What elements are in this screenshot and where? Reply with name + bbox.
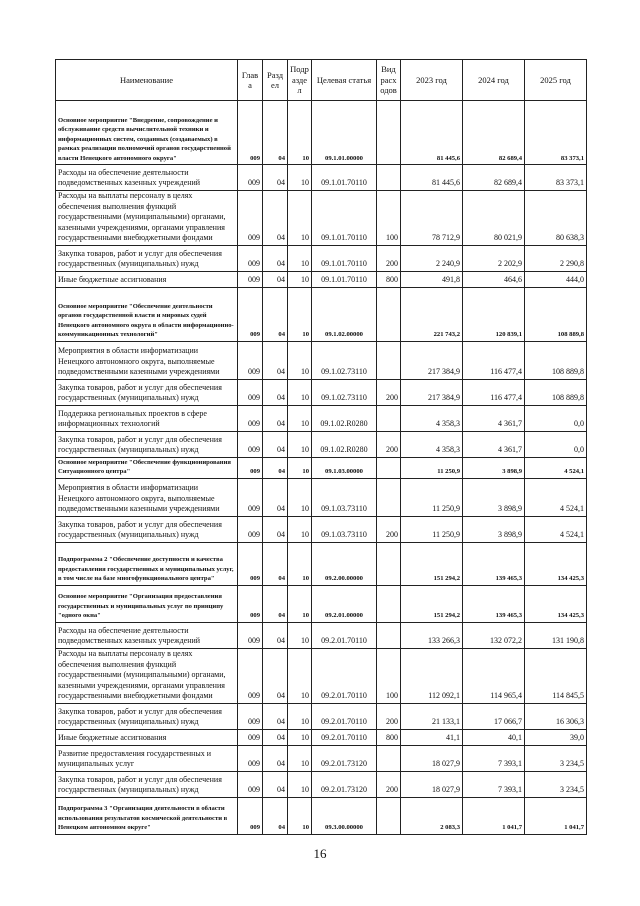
table-row <box>56 745 587 771</box>
row-value-2023: 41,1 <box>401 729 463 745</box>
row-name: Основное мероприятие "Обеспечение деятельности органов государственной власти и мировых судей Ненецкого автономного округа в области информационно-коммуникационных технологий" <box>56 287 238 341</box>
row-value-2025: 108 889,8 <box>525 341 587 379</box>
row-razdel: 04 <box>263 516 288 542</box>
table-row <box>56 165 587 191</box>
row-razdel: 04 <box>263 729 288 745</box>
row-glava: 009 <box>238 542 263 585</box>
row-glava: 009 <box>238 478 263 516</box>
row-value-2024: 7 393,1 <box>463 745 525 771</box>
row-vid: 100 <box>377 191 401 246</box>
row-name: Поддержка региональных проектов в сфере информационных технологий <box>56 405 238 431</box>
row-value-2023: 4 358,3 <box>401 405 463 431</box>
row-glava: 009 <box>238 101 263 165</box>
header-razdel: Разд ел <box>263 60 288 101</box>
table-row <box>56 585 587 622</box>
row-name: Закупка товаров, работ и услуг для обеспечения государственных (муниципальных) нужд <box>56 245 238 271</box>
row-value-2024: 3 898,9 <box>463 478 525 516</box>
row-celevaya: 09.1.01.00000 <box>312 101 377 165</box>
row-vid <box>377 745 401 771</box>
row-podrazdel: 10 <box>288 165 312 191</box>
table-row <box>56 287 587 341</box>
header-glava: Глав а <box>238 60 263 101</box>
row-name: Закупка товаров, работ и услуг для обеспечения государственных (муниципальных) нужд <box>56 771 238 797</box>
row-value-2023: 151 294,2 <box>401 542 463 585</box>
table-row <box>56 191 587 246</box>
row-value-2025: 134 425,3 <box>525 542 587 585</box>
row-celevaya: 09.2.01.70110 <box>312 648 377 703</box>
budget-table <box>55 59 587 835</box>
row-value-2025: 2 290,8 <box>525 245 587 271</box>
row-podrazdel: 10 <box>288 771 312 797</box>
table-row <box>56 405 587 431</box>
row-value-2024: 1 041,7 <box>463 797 525 834</box>
row-podrazdel: 10 <box>288 585 312 622</box>
row-value-2023: 81 445,6 <box>401 165 463 191</box>
row-celevaya: 09.2.00.00000 <box>312 542 377 585</box>
row-value-2023: 2 240,9 <box>401 245 463 271</box>
row-podrazdel: 10 <box>288 745 312 771</box>
table-row <box>56 379 587 405</box>
row-razdel: 04 <box>263 745 288 771</box>
row-razdel: 04 <box>263 478 288 516</box>
row-vid <box>377 585 401 622</box>
row-glava: 009 <box>238 703 263 729</box>
table-row <box>56 797 587 834</box>
row-value-2025: 4 524,1 <box>525 457 587 478</box>
table-row <box>56 703 587 729</box>
row-value-2024: 3 898,9 <box>463 516 525 542</box>
row-celevaya: 09.2.01.73120 <box>312 771 377 797</box>
row-value-2025: 108 889,8 <box>525 287 587 341</box>
row-value-2023: 217 384,9 <box>401 379 463 405</box>
row-razdel: 04 <box>263 457 288 478</box>
row-vid: 200 <box>377 379 401 405</box>
row-glava: 009 <box>238 648 263 703</box>
row-value-2023: 491,8 <box>401 271 463 287</box>
row-celevaya: 09.1.01.70110 <box>312 271 377 287</box>
row-glava: 009 <box>238 771 263 797</box>
row-celevaya: 09.1.01.70110 <box>312 245 377 271</box>
row-value-2025: 134 425,3 <box>525 585 587 622</box>
row-value-2023: 221 743,2 <box>401 287 463 341</box>
row-podrazdel: 10 <box>288 271 312 287</box>
row-podrazdel: 10 <box>288 341 312 379</box>
row-value-2025: 3 234,5 <box>525 745 587 771</box>
row-glava: 009 <box>238 191 263 246</box>
row-glava: 009 <box>238 457 263 478</box>
row-name: Расходы на выплаты персоналу в целях обеспечения выполнения функций государственными (муниципальными) органами, казенными учреждениями, органами управления государственными внебюджетными фондами <box>56 648 238 703</box>
row-celevaya: 09.1.02.R0280 <box>312 405 377 431</box>
row-value-2025: 3 234,5 <box>525 771 587 797</box>
row-value-2024: 17 066,7 <box>463 703 525 729</box>
row-podrazdel: 10 <box>288 648 312 703</box>
header-vid: Вид расх одов <box>377 60 401 101</box>
row-razdel: 04 <box>263 771 288 797</box>
row-razdel: 04 <box>263 648 288 703</box>
page-number: 16 <box>313 846 327 861</box>
row-value-2023: 112 092,1 <box>401 648 463 703</box>
row-vid: 200 <box>377 245 401 271</box>
row-value-2025: 4 524,1 <box>525 478 587 516</box>
row-podrazdel: 10 <box>288 101 312 165</box>
row-razdel: 04 <box>263 797 288 834</box>
header-2023: 2023 год <box>401 60 463 101</box>
header-2024: 2024 год <box>463 60 525 101</box>
row-value-2025: 80 638,3 <box>525 191 587 246</box>
row-value-2025: 39,0 <box>525 729 587 745</box>
row-glava: 009 <box>238 516 263 542</box>
table-row <box>56 542 587 585</box>
row-name: Основное мероприятие "Обеспечение функционирования Ситуационного центра" <box>56 457 238 478</box>
row-value-2023: 21 133,1 <box>401 703 463 729</box>
row-podrazdel: 10 <box>288 622 312 648</box>
row-name: Закупка товаров, работ и услуг для обеспечения государственных (муниципальных) нужд <box>56 516 238 542</box>
row-value-2024: 2 202,9 <box>463 245 525 271</box>
table-row <box>56 457 587 478</box>
row-value-2025: 83 373,1 <box>525 165 587 191</box>
row-celevaya: 09.1.02.73110 <box>312 341 377 379</box>
row-glava: 009 <box>238 431 263 457</box>
row-razdel: 04 <box>263 287 288 341</box>
table-row <box>56 341 587 379</box>
header-2025: 2025 год <box>525 60 587 101</box>
row-glava: 009 <box>238 245 263 271</box>
table-row <box>56 622 587 648</box>
row-value-2025: 114 845,5 <box>525 648 587 703</box>
table-row <box>56 516 587 542</box>
row-vid: 200 <box>377 703 401 729</box>
row-vid: 200 <box>377 431 401 457</box>
row-value-2023: 151 294,2 <box>401 585 463 622</box>
row-podrazdel: 10 <box>288 542 312 585</box>
row-name: Развитие предоставления государственных и муниципальных услуг <box>56 745 238 771</box>
row-glava: 009 <box>238 745 263 771</box>
row-razdel: 04 <box>263 703 288 729</box>
row-name: Основное мероприятие "Организация предоставления государственных и муниципальных услуг по принципу "одного окна" <box>56 585 238 622</box>
row-vid <box>377 478 401 516</box>
table-row <box>56 648 587 703</box>
row-vid <box>377 797 401 834</box>
row-vid <box>377 542 401 585</box>
row-razdel: 04 <box>263 341 288 379</box>
row-value-2024: 464,6 <box>463 271 525 287</box>
row-celevaya: 09.1.01.70110 <box>312 191 377 246</box>
row-value-2023: 2 083,3 <box>401 797 463 834</box>
row-value-2024: 116 477,4 <box>463 341 525 379</box>
row-value-2025: 444,0 <box>525 271 587 287</box>
row-glava: 009 <box>238 729 263 745</box>
row-podrazdel: 10 <box>288 457 312 478</box>
row-value-2024: 139 465,3 <box>463 542 525 585</box>
row-name: Основное мероприятие "Внедрение, сопровождение и обслуживание средств вычислительной техники и информационных систем, созданных (создаваемых) в рамках реализации полномочий органов государственной власти Ненецкого автономного округа" <box>56 101 238 165</box>
row-celevaya: 09.1.03.73110 <box>312 516 377 542</box>
row-value-2025: 0,0 <box>525 405 587 431</box>
row-razdel: 04 <box>263 245 288 271</box>
row-razdel: 04 <box>263 165 288 191</box>
table-row <box>56 245 587 271</box>
row-value-2025: 83 373,1 <box>525 101 587 165</box>
row-name: Закупка товаров, работ и услуг для обеспечения государственных (муниципальных) нужд <box>56 431 238 457</box>
row-glava: 009 <box>238 287 263 341</box>
row-name: Иные бюджетные ассигнования <box>56 729 238 745</box>
row-razdel: 04 <box>263 191 288 246</box>
row-celevaya: 09.3.00.00000 <box>312 797 377 834</box>
row-value-2023: 217 384,9 <box>401 341 463 379</box>
row-razdel: 04 <box>263 271 288 287</box>
row-name: Расходы на обеспечение деятельности подведомственных казенных учреждений <box>56 165 238 191</box>
row-celevaya: 09.1.02.73110 <box>312 379 377 405</box>
row-value-2023: 11 250,9 <box>401 457 463 478</box>
row-podrazdel: 10 <box>288 431 312 457</box>
row-value-2023: 18 027,9 <box>401 745 463 771</box>
row-glava: 009 <box>238 271 263 287</box>
table-row <box>56 729 587 745</box>
row-value-2023: 11 250,9 <box>401 478 463 516</box>
row-value-2025: 0,0 <box>525 431 587 457</box>
row-glava: 009 <box>238 405 263 431</box>
row-value-2024: 132 072,2 <box>463 622 525 648</box>
row-vid: 200 <box>377 516 401 542</box>
row-vid <box>377 101 401 165</box>
row-vid: 100 <box>377 648 401 703</box>
row-name: Иные бюджетные ассигнования <box>56 271 238 287</box>
row-value-2024: 3 898,9 <box>463 457 525 478</box>
row-celevaya: 09.1.03.00000 <box>312 457 377 478</box>
row-podrazdel: 10 <box>288 516 312 542</box>
row-vid <box>377 165 401 191</box>
row-podrazdel: 10 <box>288 405 312 431</box>
row-value-2023: 78 712,9 <box>401 191 463 246</box>
row-value-2024: 82 689,4 <box>463 165 525 191</box>
row-vid <box>377 341 401 379</box>
row-glava: 009 <box>238 165 263 191</box>
row-celevaya: 09.2.01.70110 <box>312 622 377 648</box>
row-name: Расходы на выплаты персоналу в целях обеспечения выполнения функций государственными (муниципальными) органами, казенными учреждениями, органами управления государственными внебюджетными фондами <box>56 191 238 246</box>
row-podrazdel: 10 <box>288 287 312 341</box>
row-podrazdel: 10 <box>288 191 312 246</box>
row-podrazdel: 10 <box>288 703 312 729</box>
row-name: Подпрограмма 2 "Обеспечение доступности и качества предоставления государственных и муниципальных услуг, в том числе на базе многофункционального центра" <box>56 542 238 585</box>
table-row <box>56 478 587 516</box>
row-glava: 009 <box>238 341 263 379</box>
row-value-2024: 82 689,4 <box>463 101 525 165</box>
row-razdel: 04 <box>263 405 288 431</box>
row-value-2023: 4 358,3 <box>401 431 463 457</box>
row-value-2025: 108 889,8 <box>525 379 587 405</box>
row-value-2023: 18 027,9 <box>401 771 463 797</box>
table-row <box>56 101 587 165</box>
row-vid <box>377 457 401 478</box>
row-value-2023: 11 250,9 <box>401 516 463 542</box>
header-celevaya: Целевая статья <box>312 60 377 101</box>
row-celevaya: 09.1.02.00000 <box>312 287 377 341</box>
row-celevaya: 09.1.03.73110 <box>312 478 377 516</box>
row-vid: 800 <box>377 271 401 287</box>
row-value-2024: 40,1 <box>463 729 525 745</box>
row-value-2024: 7 393,1 <box>463 771 525 797</box>
table-row <box>56 771 587 797</box>
header-podrazdel: Подр азде л <box>288 60 312 101</box>
row-glava: 009 <box>238 585 263 622</box>
table-row <box>56 271 587 287</box>
row-glava: 009 <box>238 379 263 405</box>
row-name: Мероприятия в области информатизации Ненецкого автономного округа, выполняемые подведомственными казенными учреждениями <box>56 478 238 516</box>
row-value-2024: 80 021,9 <box>463 191 525 246</box>
row-value-2023: 81 445,6 <box>401 101 463 165</box>
row-vid <box>377 287 401 341</box>
row-name: Подпрограмма 3 "Организация деятельности в области использования результатов космической деятельности в Ненецком автономном округе" <box>56 797 238 834</box>
row-name: Закупка товаров, работ и услуг для обеспечения государственных (муниципальных) нужд <box>56 379 238 405</box>
row-celevaya: 09.2.01.00000 <box>312 585 377 622</box>
row-name: Расходы на обеспечение деятельности подведомственных казенных учреждений <box>56 622 238 648</box>
row-glava: 009 <box>238 797 263 834</box>
row-vid: 800 <box>377 729 401 745</box>
row-value-2025: 131 190,8 <box>525 622 587 648</box>
header-name: Наименование <box>56 60 238 101</box>
row-value-2024: 116 477,4 <box>463 379 525 405</box>
row-podrazdel: 10 <box>288 797 312 834</box>
row-value-2024: 139 465,3 <box>463 585 525 622</box>
row-razdel: 04 <box>263 585 288 622</box>
row-podrazdel: 10 <box>288 379 312 405</box>
row-podrazdel: 10 <box>288 245 312 271</box>
row-vid: 200 <box>377 771 401 797</box>
row-value-2024: 114 965,4 <box>463 648 525 703</box>
row-value-2024: 4 361,7 <box>463 405 525 431</box>
row-razdel: 04 <box>263 101 288 165</box>
row-value-2023: 133 266,3 <box>401 622 463 648</box>
row-value-2025: 16 306,3 <box>525 703 587 729</box>
row-name: Закупка товаров, работ и услуг для обеспечения государственных (муниципальных) нужд <box>56 703 238 729</box>
row-razdel: 04 <box>263 542 288 585</box>
row-vid <box>377 405 401 431</box>
row-value-2024: 4 361,7 <box>463 431 525 457</box>
row-value-2025: 4 524,1 <box>525 516 587 542</box>
row-razdel: 04 <box>263 431 288 457</box>
row-razdel: 04 <box>263 379 288 405</box>
row-name: Мероприятия в области информатизации Ненецкого автономного округа, выполняемые подведомственными казенными учреждениями <box>56 341 238 379</box>
row-vid <box>377 622 401 648</box>
row-celevaya: 09.1.02.R0280 <box>312 431 377 457</box>
row-glava: 009 <box>238 622 263 648</box>
row-podrazdel: 10 <box>288 478 312 516</box>
table-header-row <box>56 60 587 101</box>
row-celevaya: 09.1.01.70110 <box>312 165 377 191</box>
row-celevaya: 09.2.01.70110 <box>312 703 377 729</box>
table-row <box>56 431 587 457</box>
row-value-2024: 120 839,1 <box>463 287 525 341</box>
row-podrazdel: 10 <box>288 729 312 745</box>
row-razdel: 04 <box>263 622 288 648</box>
row-celevaya: 09.2.01.70110 <box>312 729 377 745</box>
row-value-2025: 1 041,7 <box>525 797 587 834</box>
row-celevaya: 09.2.01.73120 <box>312 745 377 771</box>
